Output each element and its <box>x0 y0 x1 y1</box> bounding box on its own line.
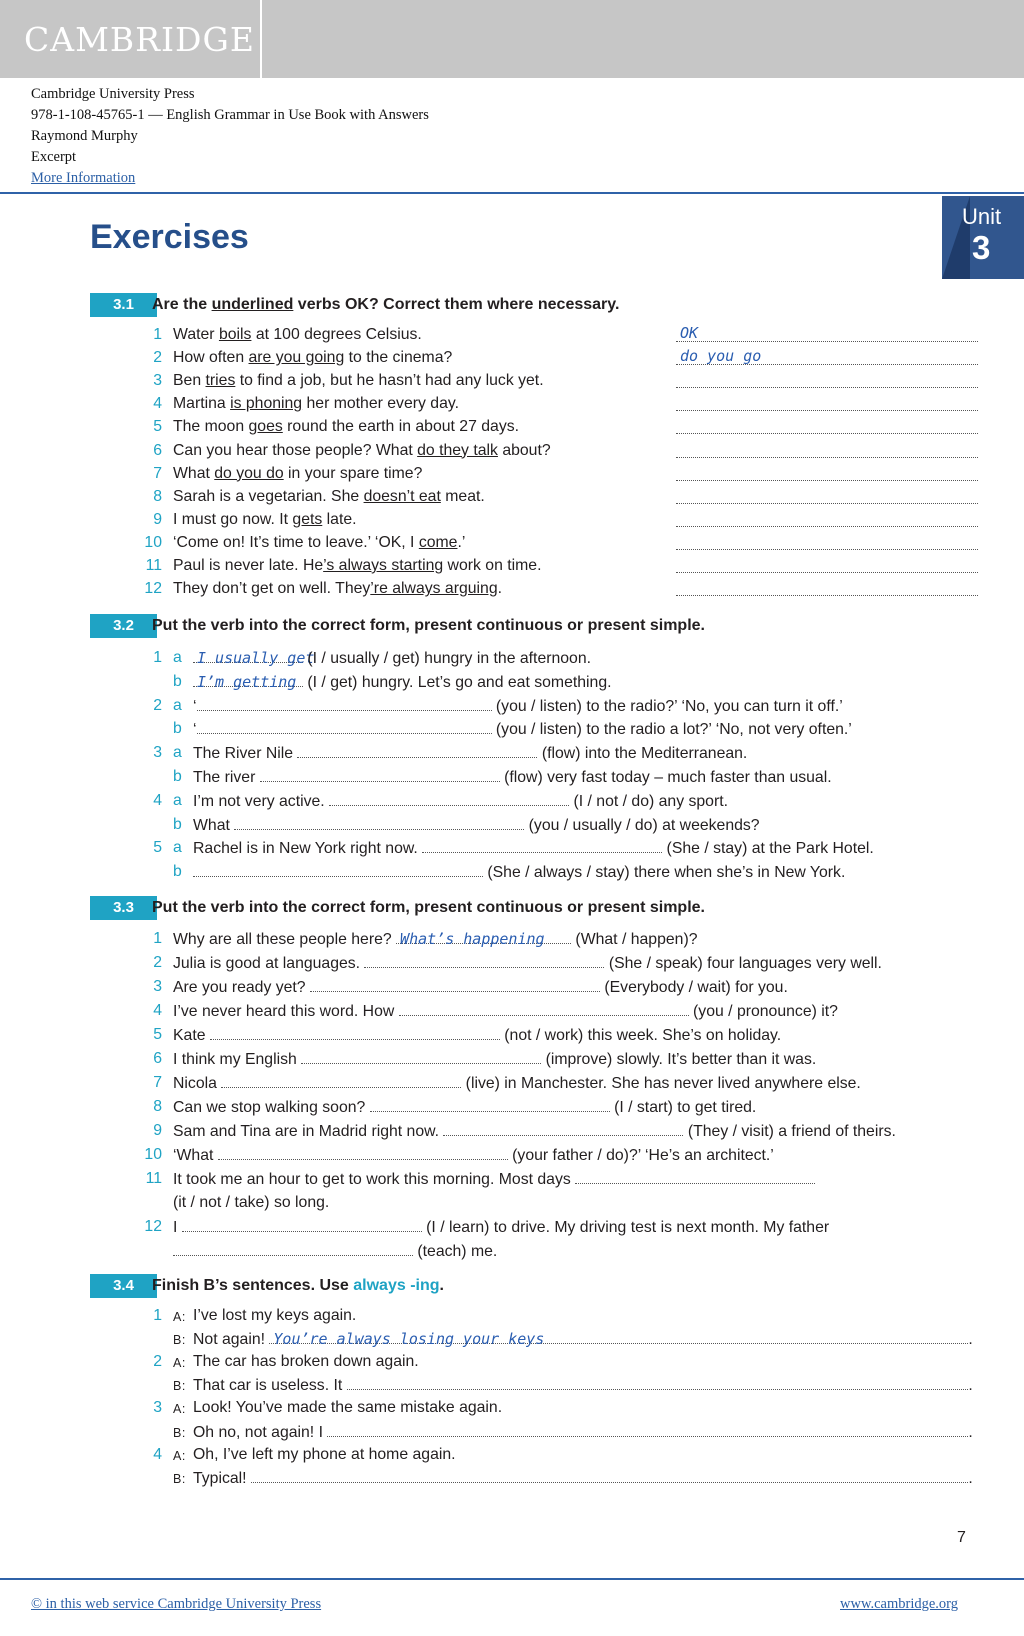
item-number: 6 <box>153 441 162 459</box>
item-number: 8 <box>153 1098 162 1115</box>
item-number: 4 <box>153 1002 162 1019</box>
item-letter: b <box>173 768 182 785</box>
sentence-text: The river <box>193 769 260 786</box>
handwritten-answer: What’s happening <box>400 930 545 948</box>
item-number: 2 <box>153 349 162 367</box>
sentence-text: (She / always / stay) there when she’s in New York. <box>483 864 846 882</box>
answer-line[interactable] <box>676 346 978 365</box>
answer-blank[interactable] <box>347 1375 969 1390</box>
sentence-text: (you / listen) to the radio?’ ‘No, you can turn it off.’ <box>491 697 843 715</box>
answer-blank[interactable] <box>218 1145 508 1160</box>
answer-blank[interactable] <box>422 838 662 853</box>
dialogue-line <box>193 1398 502 1418</box>
item-number: 3 <box>153 1399 162 1417</box>
unit-number: 3 <box>972 229 991 266</box>
exercise-sentence <box>173 556 541 576</box>
answer-blank[interactable] <box>251 1468 968 1483</box>
item-letter: b <box>173 720 182 738</box>
exercise-sentence <box>193 719 852 740</box>
item-number: 3 <box>153 744 162 762</box>
dialogue-text: Look! You’ve made the same mistake again. <box>193 1399 503 1417</box>
item-number: 12 <box>144 580 162 598</box>
sentence-text: (you / pronounce) it? <box>688 1003 838 1020</box>
sentence-text: about? <box>497 441 551 459</box>
sentence-text: (flow) into the Mediterranean. <box>537 745 748 763</box>
sentence-text: at 100 degrees Celsius. <box>251 326 422 343</box>
sentence-text: (I / usually / get) hungry in the afternoon. <box>303 650 592 667</box>
sentence-text: I’m not very active. <box>193 792 330 810</box>
exercise-sentence <box>173 348 452 368</box>
exercise-sentence <box>173 394 459 414</box>
item-letter: a <box>173 649 182 666</box>
section-title-3-1: Are the underlined verbs OK? Correct them where necessary. <box>152 296 620 313</box>
sentence-text: (you / listen) to the radio a lot?’ ‘No, not very often.’ <box>491 721 852 739</box>
answer-blank[interactable] <box>575 1169 815 1184</box>
answer-blank[interactable] <box>234 815 524 830</box>
sentence-text: ‘ <box>193 721 197 739</box>
item-number: 10 <box>144 533 162 551</box>
answer-blank[interactable] <box>173 1241 413 1256</box>
sentence-text: (I / get) hungry. Let’s go and eat something. <box>303 673 612 691</box>
sentence-text: Water <box>173 326 219 343</box>
sentence-text: What <box>173 464 215 482</box>
exercise-sentence <box>173 929 698 950</box>
answer-blank[interactable] <box>370 1097 610 1112</box>
answer-blank[interactable] <box>193 648 315 667</box>
sentence-text: late. <box>322 510 357 528</box>
item-number: 11 <box>145 1170 162 1187</box>
answer-line[interactable] <box>676 531 978 550</box>
answer-blank[interactable] <box>197 719 492 734</box>
answer-blank[interactable] <box>443 1121 683 1136</box>
dialogue-line <box>193 1375 973 1396</box>
underlined-verb: tries <box>205 372 236 390</box>
item-number: 1 <box>153 1307 162 1324</box>
sentence-text: . <box>497 580 503 598</box>
exercise-sentence <box>173 1049 816 1070</box>
sentence-text: How often <box>173 349 249 367</box>
sentence-text: I’ve never heard this word. How <box>173 1003 399 1020</box>
item-number: 1 <box>153 930 162 947</box>
item-number: 8 <box>153 487 162 505</box>
answer-blank[interactable] <box>396 929 571 948</box>
dialogue-text: Typical! <box>193 1469 251 1487</box>
answer-blank[interactable] <box>221 1073 461 1088</box>
item-number: 4 <box>153 395 162 413</box>
exercise-sentence <box>173 487 485 507</box>
answer-blank[interactable] <box>301 1049 541 1064</box>
sentence-text: I must go now. It <box>173 510 293 528</box>
section-title-3-4: Finish B’s sentences. Use always -ing. <box>152 1277 444 1294</box>
speaker-label: B: <box>173 1333 186 1348</box>
handwritten-answer: I’m getting <box>197 672 297 691</box>
speaker-label: B: <box>173 1471 186 1486</box>
isbn-line: 978-1-108-45765-1 — English Grammar in Use Book with Answers <box>31 107 429 123</box>
answer-blank[interactable] <box>310 977 600 992</box>
answer-line[interactable] <box>676 392 978 411</box>
sentence-text: .’ <box>457 533 466 551</box>
underlined-verb: are you going <box>248 349 345 367</box>
sentence-text: (flow) very fast today – much faster than usual. <box>499 769 832 786</box>
sentence-text: Nicola <box>173 1075 222 1092</box>
sentence-text: (your father / do)?’ ‘He’s an architect.’ <box>507 1147 774 1164</box>
answer-line[interactable] <box>676 369 978 388</box>
unit-label: Unit <box>962 204 1002 229</box>
speaker-label: A: <box>173 1310 186 1324</box>
item-letter: b <box>173 672 182 690</box>
section-number-3-3: 3.3 <box>90 896 157 920</box>
exercise-sentence <box>173 371 544 391</box>
sentence-period: . <box>968 1331 973 1349</box>
header-rule <box>0 192 1024 194</box>
item-number: 2 <box>153 696 162 714</box>
sentence-text: Martina <box>173 395 231 413</box>
sentence-text: Can we stop walking soon? <box>173 1099 370 1116</box>
underlined-verb: do they talk <box>417 441 498 459</box>
excerpt-label: Excerpt <box>31 149 77 165</box>
item-number: 5 <box>153 418 162 436</box>
exercise-sentence <box>193 791 728 812</box>
exercise-sentence <box>173 1193 329 1213</box>
exercise-sentence <box>173 417 519 437</box>
sentence-text: Rachel is in New York right now. <box>193 840 423 858</box>
item-number: 6 <box>153 1050 162 1067</box>
answer-blank[interactable] <box>297 743 537 758</box>
sentence-text: to find a job, but he hasn’t had any luck yet. <box>235 372 544 390</box>
sentence-text: her mother every day. <box>302 395 459 413</box>
item-letter: a <box>173 744 182 762</box>
dialogue-line <box>193 1445 456 1465</box>
answer-blank[interactable] <box>364 953 604 968</box>
sentence-text: (live) in Manchester. She has never lived anywhere else. <box>461 1075 861 1092</box>
item-number: 4 <box>153 791 162 809</box>
exercise-sentence <box>193 838 874 859</box>
item-number: 3 <box>153 978 162 995</box>
exercise-sentence <box>173 441 551 461</box>
exercise-sentence <box>173 1121 896 1142</box>
item-number: 7 <box>153 464 162 482</box>
sentence-text: I <box>173 1219 182 1236</box>
sentence-text: (What / happen)? <box>571 931 698 948</box>
dialogue-line <box>193 1352 419 1372</box>
sentence-text: (She / stay) at the Park Hotel. <box>662 840 874 858</box>
item-number: 2 <box>153 1353 162 1371</box>
handwritten-answer: I usually get <box>197 649 315 667</box>
section-number-3-1: 3.1 <box>90 293 157 317</box>
answer-blank[interactable] <box>260 767 500 782</box>
sentence-text: (I / learn) to drive. My driving test is next month. My father <box>421 1219 830 1236</box>
exercise-sentence <box>173 1025 781 1046</box>
answer-blank[interactable] <box>329 791 569 806</box>
book-metadata <box>31 84 429 189</box>
item-number: 12 <box>144 1218 162 1235</box>
sentence-text: (They / visit) a friend of theirs. <box>683 1123 896 1140</box>
dialogue-text: Oh, I’ve left my phone at home again. <box>193 1445 456 1463</box>
item-number: 9 <box>153 1122 162 1139</box>
item-number: 1 <box>153 326 162 343</box>
sentence-text: ‘ <box>193 697 197 715</box>
exercise-sentence <box>193 648 591 669</box>
underlined-verb: gets <box>292 510 323 528</box>
answer-line[interactable] <box>676 323 978 342</box>
answer-blank[interactable] <box>193 672 303 691</box>
sentence-text: Are you ready yet? <box>173 979 310 996</box>
answer-line[interactable] <box>676 508 978 527</box>
underlined-verb: ’re always arguing <box>370 580 498 598</box>
underlined-verb: doesn’t eat <box>363 487 441 505</box>
sentence-text: They don’t get on well. They <box>173 580 371 598</box>
exercise-sentence <box>193 767 832 788</box>
sentence-text: Ben <box>173 372 206 390</box>
unit-tab <box>942 196 1024 279</box>
exercise-sentence <box>173 1241 497 1262</box>
sentence-text: The moon <box>173 418 249 436</box>
item-number: 11 <box>145 557 162 574</box>
divider <box>260 0 262 78</box>
sentence-text: work on time. <box>443 557 542 574</box>
handwritten-answer: OK <box>680 324 699 342</box>
answer-line[interactable] <box>676 415 978 434</box>
item-letter: b <box>173 815 182 833</box>
answer-blank[interactable] <box>399 1001 689 1016</box>
item-number: 4 <box>153 1445 162 1463</box>
item-number: 7 <box>153 1074 162 1091</box>
sentence-text: I think my English <box>173 1051 302 1068</box>
exercise-sentence <box>173 579 502 599</box>
sentence-text: Julia is good at languages. <box>173 955 365 972</box>
dialogue-line <box>193 1329 973 1350</box>
sentence-text: Sarah is a vegetarian. She <box>173 487 364 505</box>
item-number: 3 <box>153 372 162 390</box>
underlined-verb: is phoning <box>230 395 303 413</box>
answer-line[interactable] <box>676 577 978 596</box>
item-number: 2 <box>153 954 162 971</box>
speaker-label: A: <box>173 1356 186 1371</box>
exercise-sentence <box>173 1073 861 1094</box>
exercise-sentence <box>173 977 788 998</box>
handwritten-answer: do you go <box>680 347 762 366</box>
sentence-text: in your spare time? <box>283 464 423 482</box>
sentence-text: (Everybody / wait) for you. <box>599 979 788 996</box>
sentence-text: (you / usually / do) at weekends? <box>524 816 760 834</box>
dialogue-line <box>193 1422 973 1443</box>
section-number-3-4: 3.4 <box>90 1274 157 1298</box>
answer-blank[interactable] <box>182 1217 422 1232</box>
item-number: 1 <box>153 649 162 666</box>
dialogue-text: I’ve lost my keys again. <box>193 1307 357 1324</box>
item-number: 5 <box>153 1026 162 1043</box>
item-letter: a <box>173 839 182 857</box>
sentence-text: round the earth in about 27 days. <box>282 418 520 436</box>
sentence-text: ‘What <box>173 1147 218 1164</box>
speaker-label: B: <box>173 1425 186 1440</box>
answer-blank[interactable] <box>193 862 483 877</box>
sentence-text: Why are all these people here? <box>173 931 397 948</box>
handwritten-answer: You’re always losing your keys <box>273 1330 545 1349</box>
dialogue-text: That car is useless. It <box>193 1377 347 1395</box>
sentence-text: Kate <box>173 1027 210 1044</box>
footer-rule <box>0 1578 1024 1580</box>
sentence-text: Can you hear those people? What <box>173 441 418 459</box>
answer-line[interactable] <box>676 554 978 573</box>
exercise-sentence <box>173 953 882 974</box>
cambridge-logo: CAMBRIDGE <box>24 20 255 59</box>
underlined-verb: come <box>418 533 458 551</box>
sentence-text: (improve) slowly. It’s better than it was. <box>541 1051 817 1068</box>
speaker-label: B: <box>173 1379 186 1394</box>
sentence-text: (I / not / do) any sport. <box>569 792 728 810</box>
copyright-link[interactable]: © in this web service Cambridge University Press <box>31 1596 322 1612</box>
answer-blank[interactable] <box>210 1025 500 1040</box>
answer-line[interactable] <box>676 462 978 481</box>
sentence-text: What <box>193 816 235 834</box>
dialogue-line <box>193 1306 356 1326</box>
dialogue-line <box>193 1468 973 1489</box>
exercise-sentence <box>193 672 612 693</box>
section-title-3-2: Put the verb into the correct form, present continuous or present simple. <box>152 617 705 634</box>
exercise-sentence <box>173 1097 756 1118</box>
sentence-period: . <box>968 1377 973 1395</box>
dialogue-text: The car has broken down again. <box>193 1353 419 1371</box>
cambridge-website-link[interactable]: www.cambridge.org <box>840 1596 958 1612</box>
item-letter: a <box>173 696 182 714</box>
sentence-text: Sam and Tina are in Madrid right now. <box>173 1123 444 1140</box>
exercise-sentence <box>173 1001 838 1022</box>
exercise-sentence <box>193 815 760 836</box>
exercise-sentence <box>193 862 845 883</box>
publisher: Cambridge University Press <box>31 86 195 102</box>
more-information-link[interactable]: More Information <box>31 170 136 186</box>
sentence-text: The River Nile <box>193 745 298 763</box>
item-number: 9 <box>153 510 162 528</box>
sentence-text: to the cinema? <box>344 349 453 367</box>
exercise-sentence <box>173 464 422 484</box>
answer-line[interactable] <box>676 439 978 458</box>
sentence-text: It took me an hour to get to work this morning. Most days <box>173 1171 576 1188</box>
speaker-label: A: <box>173 1402 186 1417</box>
sentence-period: . <box>968 1423 973 1441</box>
item-letter: a <box>173 791 182 809</box>
sentence-text: (I / start) to get tired. <box>609 1099 757 1116</box>
item-letter: b <box>173 863 182 881</box>
sentence-text: ‘Come on! It’s time to leave.’ ‘OK, I <box>173 533 419 551</box>
exercise-sentence <box>173 1169 815 1190</box>
dialogue-text: Oh no, not again! I <box>193 1423 328 1441</box>
underlined-verb: goes <box>248 418 283 436</box>
answer-line[interactable] <box>676 485 978 504</box>
top-bar <box>0 0 1024 78</box>
sentence-text: (it / not / take) so long. <box>173 1194 330 1211</box>
exercise-sentence <box>173 325 422 345</box>
section-number-3-2: 3.2 <box>90 614 157 638</box>
sentence-text: (not / work) this week. She’s on holiday. <box>499 1027 782 1044</box>
author: Raymond Murphy <box>31 128 138 144</box>
answer-blank[interactable] <box>327 1422 968 1437</box>
exercise-sentence <box>173 510 357 530</box>
speaker-label: A: <box>173 1448 186 1463</box>
underlined-verb: ’s always starting <box>323 557 444 574</box>
page-title: Exercises <box>90 218 249 256</box>
item-number: 10 <box>144 1146 162 1163</box>
exercise-sentence <box>173 533 465 553</box>
exercise-sentence <box>173 1145 774 1166</box>
sentence-text: Paul is never late. He <box>173 557 324 574</box>
dialogue-text: Not again! <box>193 1331 270 1349</box>
underlined-verb: do you do <box>214 464 284 482</box>
sentence-text: meat. <box>440 487 485 505</box>
section-title-3-3: Put the verb into the correct form, present continuous or present simple. <box>152 899 705 916</box>
sentence-period: . <box>968 1469 973 1487</box>
sentence-text: (teach) me. <box>413 1243 498 1260</box>
answer-blank[interactable] <box>269 1329 968 1349</box>
sentence-text: (She / speak) four languages very well. <box>604 955 882 972</box>
answer-blank[interactable] <box>197 696 492 711</box>
exercise-sentence <box>173 1217 829 1238</box>
exercise-sentence <box>193 696 843 717</box>
exercise-sentence <box>193 743 747 764</box>
underlined-verb: boils <box>218 326 252 343</box>
item-number: 5 <box>153 839 162 857</box>
page-number: 7 <box>957 1529 966 1546</box>
